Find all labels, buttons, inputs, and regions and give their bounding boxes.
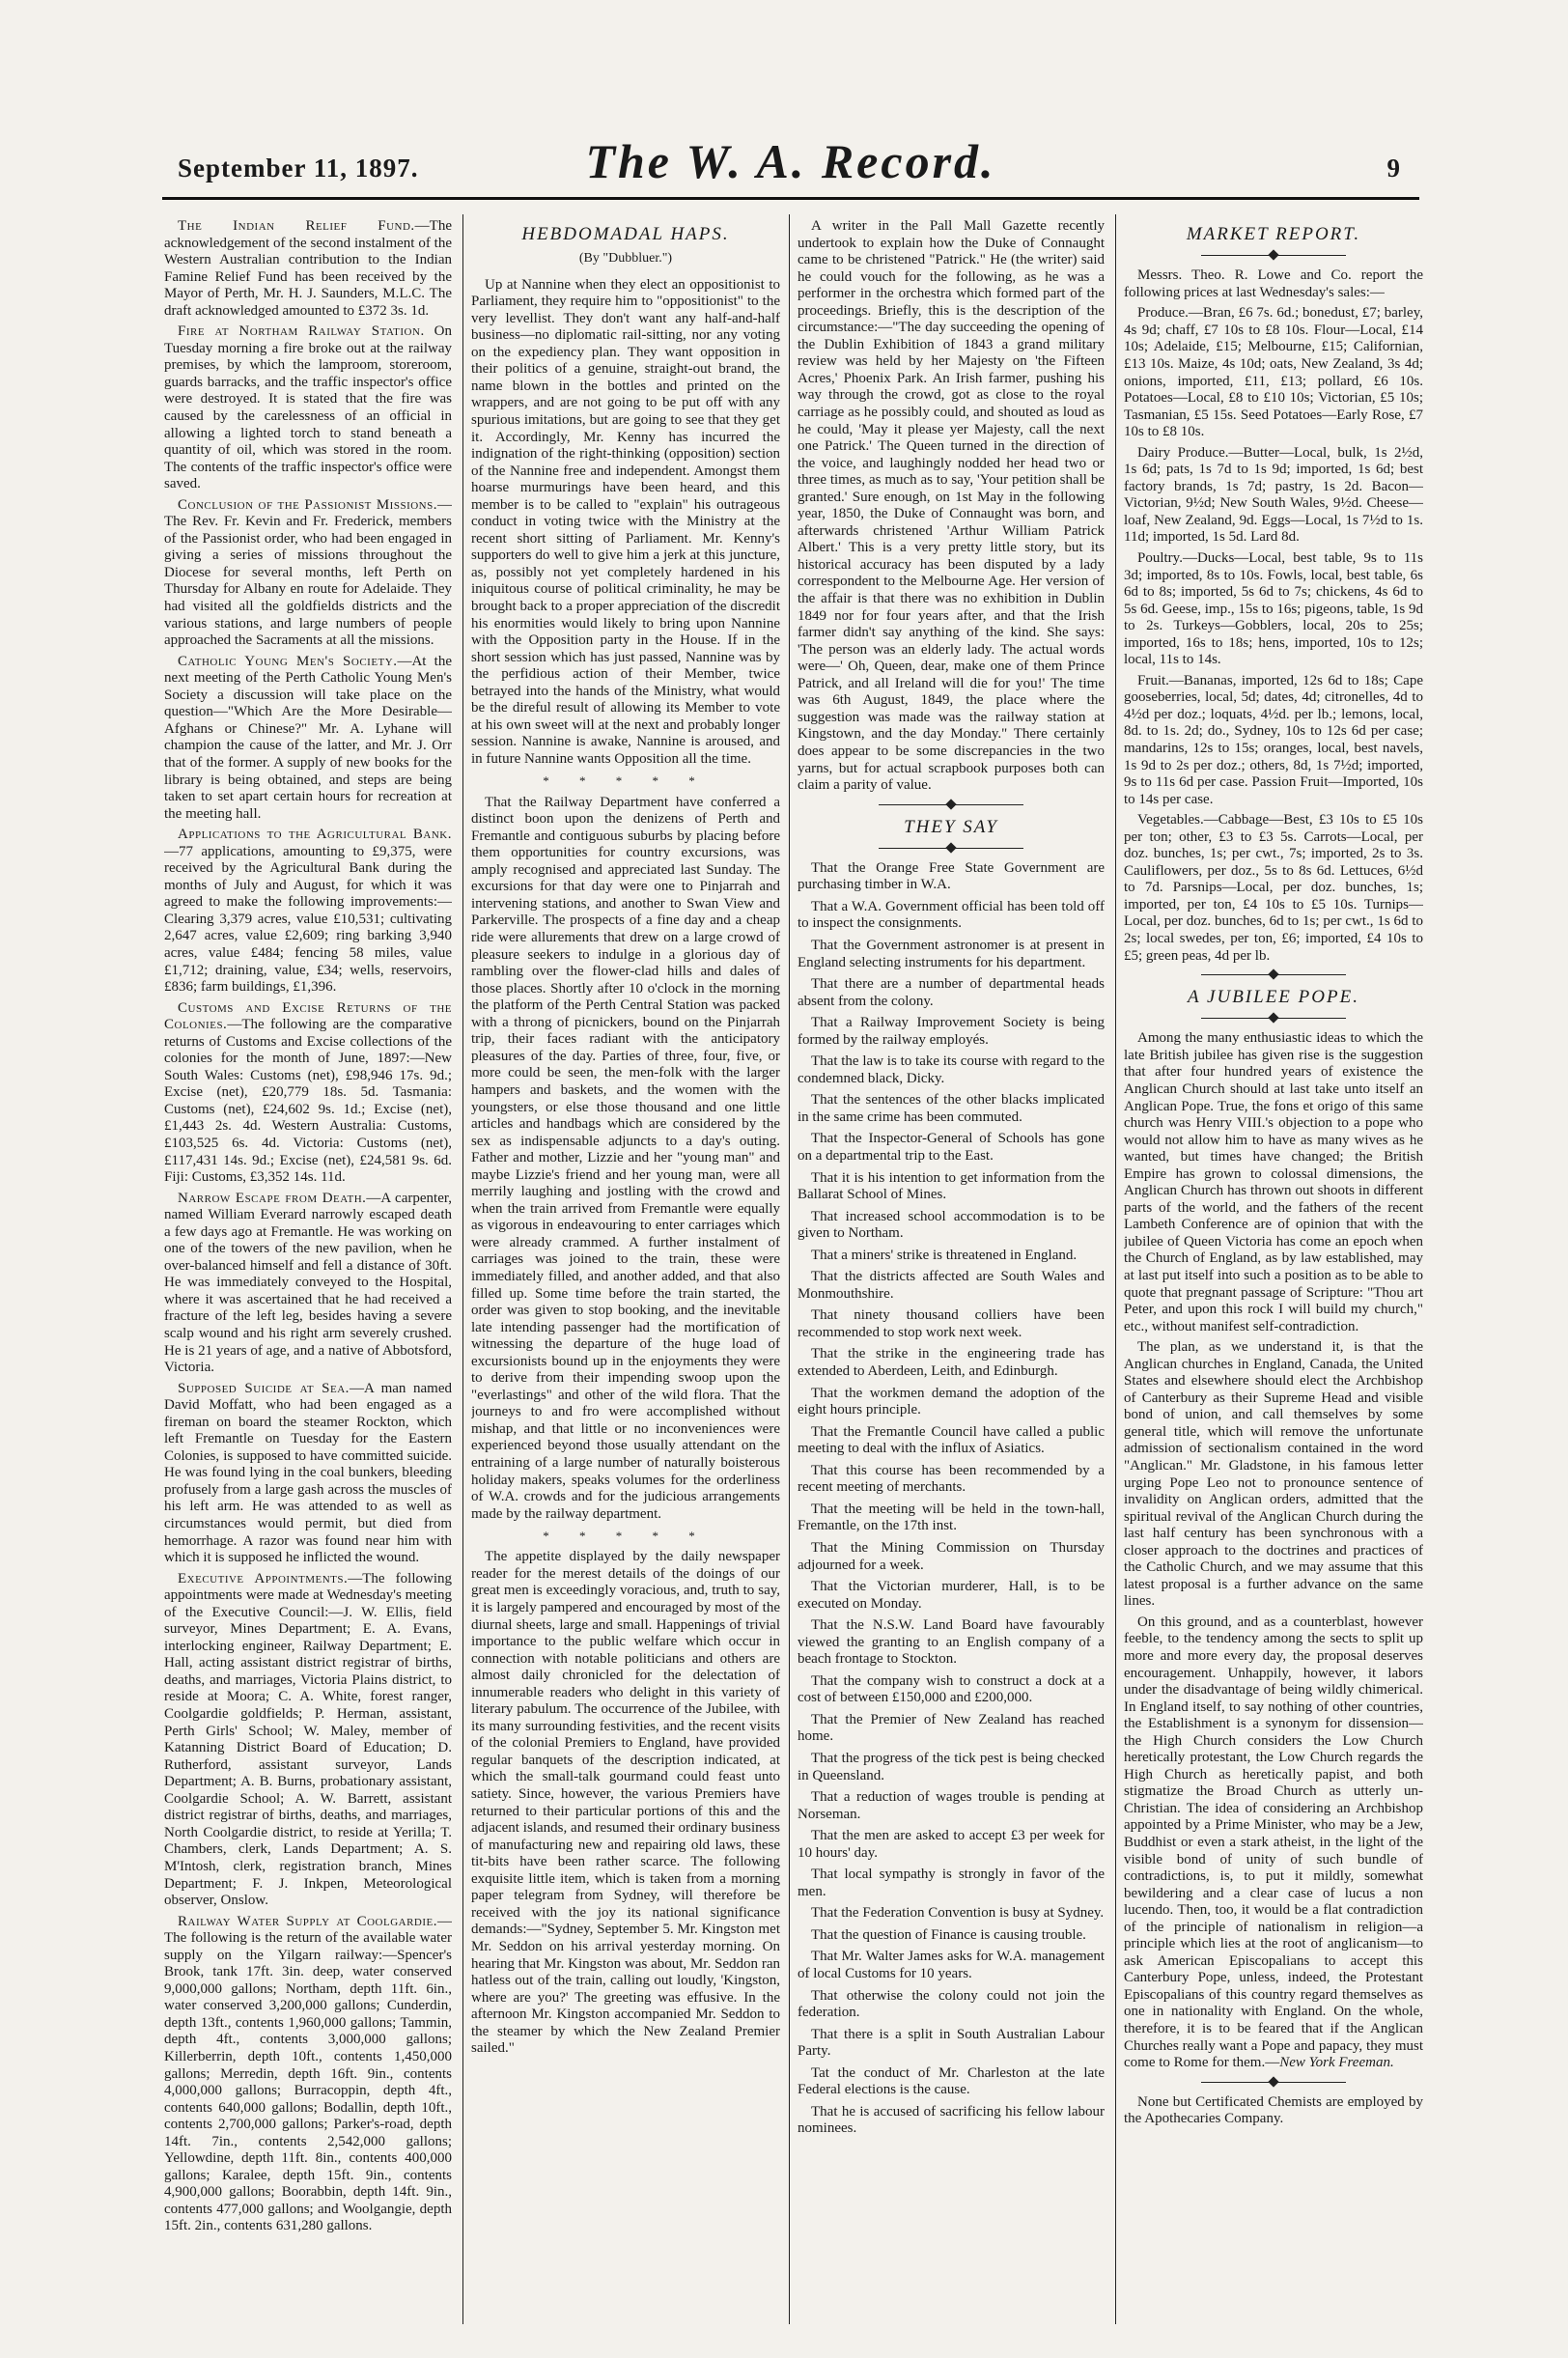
news-item (164, 827, 452, 996)
news-item-head: The Indian Relief Fund. (178, 218, 415, 234)
list-item: That ninety thousand colliers have been recommended to stop work next week. (798, 1307, 1105, 1340)
issue-date: September 11, 1897. (178, 154, 419, 182)
news-item-body: —A man named David Moffatt, who had been engaged as a fireman on board the steamer Rockton, which left Fremantle on Tuesday for the Eastern Colonies, is supposed to have committed suicide. He was found lying in the coal bunkers, bleeding profusely from a large gash across the muscles of his left arm. He was attended to as well as circumstances would permit, but died from hemorrhage. A razor was found near him with which it is supposed he inflicted the wound. (164, 1380, 452, 1566)
news-item-head: Customs and Excise Returns of the Colonies. (164, 999, 452, 1033)
news-item-body: —A carpenter, named William Everard narrowly escaped death a few days ago at Fremantle. He was working on one of the towers of the new pavilion, when he over-balanced himself and fell a distance of 30ft. He was immediately conveyed to the Hospital, where it was ascertained that he had received a fracture of the left leg, besides having a severe scalp wound and his right arm severely crushed. He is 21 years of age, and a native of Abbotsford, Victoria. (164, 1190, 452, 1376)
section-heading: THEY SAY (904, 816, 998, 837)
list-item: That the Fremantle Council have called a public meeting to deal with the influx of Asiatics. (798, 1423, 1105, 1457)
market-paragraph: Produce.—Bran, £6 7s. 6d.; bonedust, £7; barley, 4s 9d; chaff, £7 10s to £8 10s. Flour—Local, £14 10s; Adelaide, £15; Melbourne, £15; Californian, £13 10s. Maize, 4s 10d; oats, New Zealand, 3s 4d; onions, imported, £11, £13; pollard, £6 10s. Potatoes—Local, £8 to £10 10s; Victorian, £5 10s; Tasmanian, £5 15s. Seed Potatoes—Early Rose, £7 10s to £8 10s. (1124, 305, 1423, 440)
news-item-body: —77 applications, amounting to £9,375, were received by the Agricultural Bank during the months of July and August, for which it was agreed to make the following improvements:—Clearing 3,379 acres, value £10,531; cultivating 2,647 acres, value £2,609; ring barking 3,940 acres, value £484; fencing 58 miles, value £1,712; draining, value, £34; wells, reservoirs, £836; farm buildings, £1,396. (164, 843, 452, 996)
ornamental-divider (1201, 1018, 1346, 1023)
section-heading: MARKET REPORT. (1186, 224, 1361, 244)
column-divider (462, 214, 463, 2324)
list-item: That the men are asked to accept £3 per week for 10 hours' day. (798, 1828, 1105, 1861)
article-paragraph: Up at Nannine when they elect an oppositionist to Parliament, they require him to "oppositionist" to the very levellist. They don't want any half-and-half business—no diplomatic rail-sitting, nor any voting on the expediency plan. They want opposition in their politics of a genuine, straight-out brand, the name blown in the bottles and printed on the wrappers, and are not going to be put off with any spurious imitations, but are going to see that they get it. Accordingly, Mr. Kenny has incurred the indignation of the right-thinking (opposition) section of the Nannine free and independent. Amongst them hoarse murmurings have been heard, and this member is to be called to "explain" his outrageous conduct in voting twice with the Ministry at the recent short sitting of Parliament. Mr. Kenny's supporters do well to give him a jerk at this juncture, as, possibly not yet completely hardened in his iniquitous course of political criminality, he may be brought back to a proper appreciation of the discredit his enormities would likely to bring upon Nannine with the Opposition party in the House. If in the short session which has just passed, Nannine was by the perfidious action of their Member, twice betrayed into the hands of the Ministry, what would be the direful result of allowing its Member to vote at his own sweet will at the next and probably longer session. Nannine is awake, Nannine is aroused, and in future Nannine wants Opposition all the time. (471, 276, 780, 767)
section-heading: HEBDOMADAL HAPS. (521, 224, 730, 244)
news-item-body: —The following appointments were made at Wednesday's meeting of the Executive Council:—J. W. Ellis, field surveyor, Mines Department; E. A. Evans, interlocking engineer, Railway Department; E. Hall, acting assistant district registrar of births, deaths, and marriages, Victoria Plains district, to reside at Moora; C. A. White, forest ranger, Coolgardie goldfields; P. Herman, assistant, Perth Girls' School; W. Maley, member of Katanning District Board of Education; D. Rutherford, assistant surveyor, Lands Department; A. B. Burns, probationary assistant, Coolgardie School; A. W. Barrett, assistant district registrar of births, deaths, and marriages, North Coolgardie district, to reside at Yerilla; T. Chambers, clerk, Lands Department; A. S. M'Intosh, clerk, registration branch, Mines Department; F. J. Inkpen, Meteorological observer, Onslow. (164, 1570, 452, 1909)
article-paragraph: A writer in the Pall Mall Gazette recently undertook to explain how the Duke of Connaught came to be christened "Patrick." He (the writer) said he could vouch for the following, as he was a performer in the orchestra which formed part of the proceedings. Briefly, this is the description of the circumstance:—"The day succeeding the opening of the Dublin Exhibition of 1843 a grand military review was held by her Majesty on 'the Fifteen Acres,' Phoenix Park. An Irish farmer, pushing his way through the crowd, got as close to the royal carriage as he possibly could, and shouted as loud as he could, 'May it please yer Majesty, call the next one Patrick.' The Queen turned in the direction of the voice, and laughingly nodded her head two or three times, as much as to say, 'Your petition shall be granted.' Sure enough, on 1st May in the following year, 1850, the Duke of Connaught was born, and afterwards christened 'Arthur William Patrick Albert.' This is a very pretty little story, but its historical accuracy has been disputed by a lady correspondent to the Melbourne Age. Her version of the affair is that there was no exhibition in Dublin 1849 nor for four years after, and that the Irish farmer didn't say anything of the kind. She says: 'The person was an elderly lady. The actual words were—' Oh, Queen, dear, make one of them Prince Patrick, and all Ireland will die for you!' The time was 6th August, 1849, the place where the suggestion was made was the railway station at Kingstown, and the day Monday." There certainly does appear to be some discrepancies in the two yarns, but for actual scrapbook purposes both can claim a parity of value. (798, 218, 1105, 794)
column-divider (1115, 214, 1116, 2324)
news-item-body: —The following are the comparative returns of Customs and Excise collections of the colonies for the month of June, 1897:—New South Wales: Customs (net), £98,946 17s. 9d.; Excise (net), £20,779 18s. 5d. Tasmania: Customs (net), £24,602 9s. 1d.; Excise (net), £1,443 2s. 4d. Western Australia: Customs, £103,525 6s. 4d. Victoria: Customs (net), £117,431 14s. 9d.; Excise (net), £24,581 9s. 6d. Fiji: Customs, £3,352 14s. 11d. (164, 1017, 452, 1186)
list-item: That there are a number of departmental heads absent from the colony. (798, 976, 1105, 1009)
article-paragraph: That the Railway Department have conferred a distinct boon upon the denizens of Perth and Fremantle and contiguous suburbs by placing before them opportunities for country excursions, was amply recognised and appreciated last Sunday. The excursions for that day were one to Pinjarrah and intervening stations, and another to Swan View and Parkerville. The prospects of a fine day and a cheap ride were allurements that drew on a large crowd of pleasure seekers to indulge in a glorious day of rambling over the flower-clad hills and dales of those places. Shortly after 10 o'clock in the morning the platform of the Perth Central Station was packed with a throng of picnickers, bound on the Pinjarrah trip, their faces radiant with the anticipatory pleasures of the day. Parties of three, four, five, or more could be seen, the men-folk with the larger hampers and baskets, and the women with the youngsters, or else those thousand and one little articles and handbags which are considered by the sex as indispensable adjuncts to a day's outing. Father and mother, Lizzie and her "young man" and maybe Lizzie's friend and her young man, were all merrily laughing and jostling with the crowd and when the train arrived from Fremantle were equally as vigorous in endeavouring to enter carriages which were already crammed. A further instalment of carriages was joined to the train, these were immediately filled, and another added, and that also filled up. Some time before the train started, the order was given to stop booking, and the inevitable late intending passenger had the mortification of witnessing the departure of the huge load of excursionists bound up in the enjoyments they were to derive from their impending swoop upon the "everlastings" and other of the wild flora. That the journeys to and fro were accomplished without mishap, and that little or no inconveniences were experienced beyond those usually attendant on the entraining of a large number of naturally boisterous holiday makers, speaks volumes for the orderliness of W.A. crowds and for the judicious arrangements made by the railway department. (471, 794, 780, 1522)
news-item-head: Fire at Northam Railway Station. (178, 323, 425, 340)
news-item-body: —The Rev. Fr. Kevin and Fr. Frederick, members of the Passionist order, who had been engaged in giving a series of missions throughout the Diocese for several months, left Perth on Thursday for Albany en route for Adelaide. They had visited all the goldfields districts and the various stations, and large numbers of people approached the Sacraments at all the missions. (164, 496, 452, 649)
news-item-head: Applications to the Agricultural Bank. (178, 827, 452, 843)
article-paragraph: Among the many enthusiastic ideas to which the late British jubilee has given rise is the suggestion that after four hundred years of existence the Anglican Church should at last take unto itself an Anglican Pope. True, the fons et origo of this same church was Henry VIII.'s objection to a pope who would not allow him to have as many wives as he wanted, but times have changed; the British Empire has grown to colossal dimensions, the Anglican Church has thrown out shoots in different parts of the world, and the fathers of the recent Lambeth Conference are of opinion that with the jubilee of Queen Victoria has come an epoch when the Church of England, as by law established, may at last put itself into such a position as to be able to quote that pregnant passage of Scripture: "Thou art Peter, and upon this rock I will build my church," etc., without manifest self-contradiction. (1124, 1030, 1423, 1334)
list-item: That the Mining Commission on Thursday adjourned for a week. (798, 1539, 1105, 1573)
article-paragraph: The appetite displayed by the daily newspaper reader for the merest details of the doings of our great men is exceedingly voracious, and, truth to say, it is largely pampered and encouraged by most of the diurnal sheets, large and small. Happenings of trivial importance to the public welfare which occur in connection with notable politicians and others are almost daily chronicled for the delectation of innumerable readers who delight in this variety of literary pabulum. The occurrence of the Jubilee, with its many surrounding festivities, and the recent visits of the colonial Premiers to England, have provided regular banquets of the description indicated, at which the small-talk gourmand could feast unto satiety. Since, however, the various Premiers have returned to their particular portions of this and the adjacent islands, and resumed their ordinary business of manufacturing new and repairing old laws, these tit-bits have been rather scarce. The following exquisite little item, which is taken from a morning paper telegram from Sydney, will therefore be received with the joy its national significance demands:—"Sydney, September 5. Mr. Kingston met Mr. Seddon on his arrival yesterday morning. On hearing that Mr. Kingston was about, Mr. Seddon ran hatless out of the train, calling out loudly, 'Kingston, where are you?' The greeting was effusive. In the afternoon Mr. Kingston accompanied Mr. Seddon to the steamer by which the New Zealand Premier sailed." (471, 1549, 780, 2057)
list-item: That the Victorian murderer, Hall, is to be executed on Monday. (798, 1579, 1105, 1612)
news-item (164, 218, 452, 320)
column-hebdomadal-haps (471, 218, 780, 2323)
market-paragraph: Vegetables.—Cabbage—Best, £3 10s to £5 10s per ton; other, £3 to £3 5s. Carrots—Local, per doz. bunches, 1s; per cwt., 7s; imported, 2s to 3s. Cauliflowers, per doz., 5s to 8s 6d. Lettuces, 6½d to 7d. Parsnips—Local, per doz. bunches, 1s; imported, per ton, £4 10s to £5 10s. Turnips—Local, per doz. bunches, 6d to 1s; per cwt., 1s 6d to 2s; local swedes, per ton, £6; imported, £4 10s to £5; green peas, 4d per lb. (1124, 812, 1423, 964)
news-item (164, 1000, 452, 1187)
list-item: That local sympathy is strongly in favor of the men. (798, 1867, 1105, 1899)
article-paragraph: On this ground, and as a counterblast, however feeble, to the tendency among the sects to split up more and more every day, the proposal deserves encouragement. Unhappily, however, it labors under the disadvantage of being wildly chimerical. In England itself, to say nothing of other countries, the Establishment is a synonym for dissension—the High Church considers the Low Church heretically protestant, the Low Church regards the High Church as heretically papist, and both stigmatize the Broad Church as utterly un-Christian. The idea of considering an Archbishop appointed by a Prime Minister, who may be a Jew, Buddhist or even a stark atheist, in the light of the visible bond of unity of such bundle of contradictions, is, to put it mildly, somewhat bewildering and a clear case of lucus a non lucendo. Then, too, it would be a flat contradiction of the principle of nationalism in religion—a principle which lies at the root of anglicanism—to ask American Episcopalians to accept this Canterbury Pope, unless, indeed, the Protestant Episcopalians of this country regard themselves as one in nationality with England. On the whole, therefore, it is to be feared that if the Anglican Churches really want a Pope and papacy, they must come to Rome for them.—New York Freeman. (1124, 1614, 1423, 2071)
list-item: That the N.S.W. Land Board have favourably viewed the granting to an English company of a beach frontage to Stockton. (798, 1617, 1105, 1668)
news-item-body: On Tuesday morning a fire broke out at the railway premises, by which the lamproom, storeroom, guards barracks, and the traffic inspector's office were destroyed. It is stated that the fire was caused by the carelessness of an official in allowing a lighted torch to stand beneath a quantity of oil, which was stored in the room. The contents of the traffic inspector's office were saved. (164, 323, 452, 492)
list-item: That he is accused of sacrificing his fellow labour nominees. (798, 2103, 1105, 2137)
market-paragraph: Messrs. Theo. R. Lowe and Co. report the following prices at last Wednesday's sales:— (1124, 267, 1423, 300)
news-item (164, 1191, 452, 1377)
they-say-list (798, 860, 1105, 2138)
column-market-report (1124, 218, 1423, 2323)
list-item: That this course has been recommended by a recent meeting of merchants. (798, 1462, 1105, 1496)
list-item: That a W.A. Government official has been told off to inspect the consignments. (798, 898, 1105, 932)
newspaper-page (143, 120, 1439, 2326)
footer-note: None but Certificated Chemists are employed by the Apothecaries Company. (1124, 2093, 1423, 2127)
news-item-body: —The following is the return of the available water supply on the Yilgarn railway:—Spencer's Brook, tank 17ft. 3in. deep, water conserved 9,000,000 gallons; Northam, depth 11ft. 6in., water conserved 3,200,000 gallons; Cunderdin, depth 13ft., contents 1,960,000 gallons; Tammin, depth 4ft., contents 3,000,000 gallons; Killerberrin, depth 10ft., contents 1,450,000 gallons; Merredin, depth 16ft. 9in., contents 4,000,000 gallons; Burracoppin, depth 4ft., contents 640,000 gallons; Bodallin, depth 10ft., contents 2,700,000 gallons; Parker's-road, depth 14ft. 7in., contents 2,542,000 gallons; Yellowdine, depth 11ft. 8in., contents 400,000 gallons; Karalee, depth 15ft. 9in., contents 4,900,000 gallons; Boorabbin, depth 14ft. 9in., contents 477,000 gallons; and Woolgangie, depth 15ft. 2in., contents 631,280 gallons. (164, 1913, 452, 2234)
market-paragraph: Dairy Produce.—Butter—Local, bulk, 1s 2½d, 1s 6d; pats, 1s 7d to 1s 9d; imported, 1s 6d; best factory brands, 1s 7d; pastry, 1s 2d. Bacon—Victorian, 9½d; New South Wales, 9½d. Cheese—loaf, New Zealand, 9d. Eggs—Local, 1s 7½d to 1s. 11d; imported, 1s 5d. Lard 8d. (1124, 444, 1423, 546)
market-paragraph: Poultry.—Ducks—Local, best table, 9s to 11s 3d; imported, 8s to 10s. Fowls, local, best table, 6s 6d to 8s; imported, 5s 6d to 7s; chickens, 4s 6d to 5s 6d. Geese, imp., 15s to 16s; pigeons, table, 1s 9d to 2s. Turkeys—Gobblers, local, 20s to 25s; imported, 16s to 18s; hens, imported, 10s to 12s; local, 11s to 14s. (1124, 549, 1423, 668)
newspaper-title: The W. A. Record. (585, 134, 996, 188)
market-paragraph: Fruit.—Bananas, imported, 12s 6d to 18s; Cape gooseberries, local, 5d; dates, 4d; citronelles, 4d to 4½d per doz.; loquats, 4½d. per lb.; lemons, local, 8d. to 1s. 2d; do., Sydney, 10s to 12s 6d per case; mandarins, 12s to 15s; oranges, local, best navels, 1s 9d to 2s per doz.; others, 8d, 1s 7½d; imported, 9s to 11s 6d per case. Passion Fruit—Imported, 10s to 14s per case. (1124, 672, 1423, 807)
ornamental-divider (1201, 2082, 1346, 2087)
column-news-items (164, 218, 452, 2323)
ornamental-divider (1201, 255, 1346, 260)
masthead-rule (162, 197, 1419, 200)
list-item: That the Premier of New Zealand has reached home. (798, 1711, 1105, 1745)
list-item: That the sentences of the other blacks implicated in the same crime has been commuted. (798, 1092, 1105, 1125)
news-item-head: Supposed Suicide at Sea. (178, 1380, 350, 1396)
list-item: That a miners' strike is threatened in England. (811, 1247, 1078, 1263)
news-item-body: —The acknowledgement of the second instalment of the Western Australian contribution to the Indian Famine Relief Fund has been received by the Mayor of Perth, Mr. H. J. Saunders, M.L.C. The draft acknowledged amounted to £372 3s. 1d. (164, 218, 452, 319)
list-item: Tat the conduct of Mr. Charleston at the late Federal elections is the cause. (798, 2064, 1105, 2098)
news-item (164, 1914, 452, 2235)
list-item: That the company wish to construct a dock at a cost of between £150,000 and £200,000. (798, 1672, 1105, 1706)
column-divider (789, 214, 790, 2324)
list-item: That the Government astronomer is at present in England selecting instruments for his department. (798, 938, 1105, 970)
list-item: That a reduction of wages trouble is pending at Norseman. (798, 1789, 1105, 1822)
list-item: That Mr. Walter James asks for W.A. management of local Customs for 10 years. (798, 1949, 1105, 1981)
ornamental-divider (879, 804, 1023, 809)
news-item-head: Conclusion of the Passionist Missions. (178, 496, 437, 513)
news-item-body: —At the next meeting of the Perth Catholic Young Men's Society a discussion will take place on the question—"Which Are the More Desirable—Afghans or Chinese?" Mr. A. Lyhane will champion the cause of the latter, and Mr. J. Orr that of the former. A supply of new books for the library is being obtained, and steps are being taken to set apart certain hours for recreation at the meeting hall. (164, 653, 452, 822)
news-item (164, 497, 452, 650)
list-item: That the Federation Convention is busy at Sydney. (811, 1905, 1105, 1922)
list-item: That the law is to take its course with regard to the condemned black, Dicky. (798, 1053, 1105, 1086)
section-heading: A JUBILEE POPE. (1188, 987, 1359, 1008)
ornamental-divider (879, 848, 1023, 853)
section-break-stars: * * * * * (543, 773, 709, 789)
news-item (164, 654, 452, 823)
news-item (164, 1571, 452, 1910)
list-item: That otherwise the colony could not join the federation. (798, 1987, 1105, 2021)
list-item: That the question of Finance is causing trouble. (811, 1926, 1086, 1943)
article-paragraph-text: On this ground, and as a counterblast, however feeble, to the tendency among the sects to split up more and more every day, the proposal deserves encouragement. Unhappily, however, it labors under the disadvantage of being wildly chimerical. In England itself, to say nothing of other countries, the Establishment is a synonym for dissension—the High Church considers the Low Church heretically protestant, the Low Church regards the High Church as heretically papist, and both stigmatize the Broad Church as utterly un-Christian. The idea of considering an Archbishop appointed by a Prime Minister, who may be a Jew, Buddhist or even a stark atheist, in the light of the visible bond of unity of such bundle of contradictions, is, to put it mildly, somewhat bewildering and a clear case of lucus a non lucendo. Then, too, it would be a flat contradiction of the principle of nationalism in religion—a principle which lies at the root of anglicanism—to ask American Episcopalians to accept this Canterbury Pope, unless, indeed, the Protestant Episcopalians of this country regard themselves as one in nationality with England. On the whole, therefore, it is to be feared that if the Anglican Churches really want a Pope and papacy, they must come to Rome for them. (1124, 1614, 1423, 2071)
list-item: That the workmen demand the adoption of the eight hours principle. (798, 1385, 1105, 1418)
news-item-head: Narrow Escape from Death. (178, 1190, 367, 1206)
list-item: That a Railway Improvement Society is being formed by the railway employés. (798, 1015, 1105, 1048)
list-item: That it is his intention to get information from the Ballarat School of Mines. (798, 1169, 1105, 1203)
list-item: That the Inspector-General of Schools has gone on a departmental trip to the East. (798, 1131, 1105, 1165)
news-item-head: Catholic Young Men's Society. (178, 653, 398, 669)
page-number: 9 (1386, 154, 1400, 182)
masthead (143, 120, 1439, 187)
list-item: That there is a split in South Australian Labour Party. (798, 2026, 1105, 2060)
article-paragraph: The plan, as we understand it, is that the Anglican churches in England, Canada, the United States and elsewhere should elect the Archbishop of Canterbury as their Supreme Head and visible bond of union, and call themselves by some general title, which will remove the unfortunate admission of sectionalism contained in the word "Anglican." Mr. Gladstone, in his famous letter urging Pope Leo not to pronounce sentence of invalidity on Anglican orders, admitted that the spiritual revival of the Anglican Church during the last half century has been synchronous with a closer approach to the doctrines and practices of the Catholic Church, and we may assume that this latest proposal is a further advance on the same lines. (1124, 1339, 1423, 1610)
news-item-head: Executive Appointments. (178, 1570, 349, 1586)
list-item: That the meeting will be held in the town-hall, Fremantle, on the 17th inst. (798, 1501, 1105, 1534)
news-item-head: Railway Water Supply at Coolgardie. (178, 1913, 437, 1929)
list-item: That the Orange Free State Government are purchasing timber in W.A. (798, 859, 1105, 893)
article-attribution: New York Freeman. (1279, 2055, 1394, 2071)
list-item: That the progress of the tick pest is being checked in Queensland. (798, 1750, 1105, 1783)
news-item (164, 1381, 452, 1567)
list-item: That the strike in the engineering trade has extended to Aberdeen, Leith, and Edinburgh. (798, 1346, 1105, 1380)
column-they-say (798, 218, 1105, 2323)
ornamental-divider (1201, 974, 1346, 979)
byline: (By "Dubbluer.") (578, 251, 673, 267)
section-break-stars: * * * * * (543, 1529, 709, 1544)
list-item: That the districts affected are South Wales and Monmouthshire. (798, 1269, 1105, 1302)
news-item (164, 323, 452, 492)
list-item: That increased school accommodation is to be given to Northam. (798, 1208, 1105, 1242)
